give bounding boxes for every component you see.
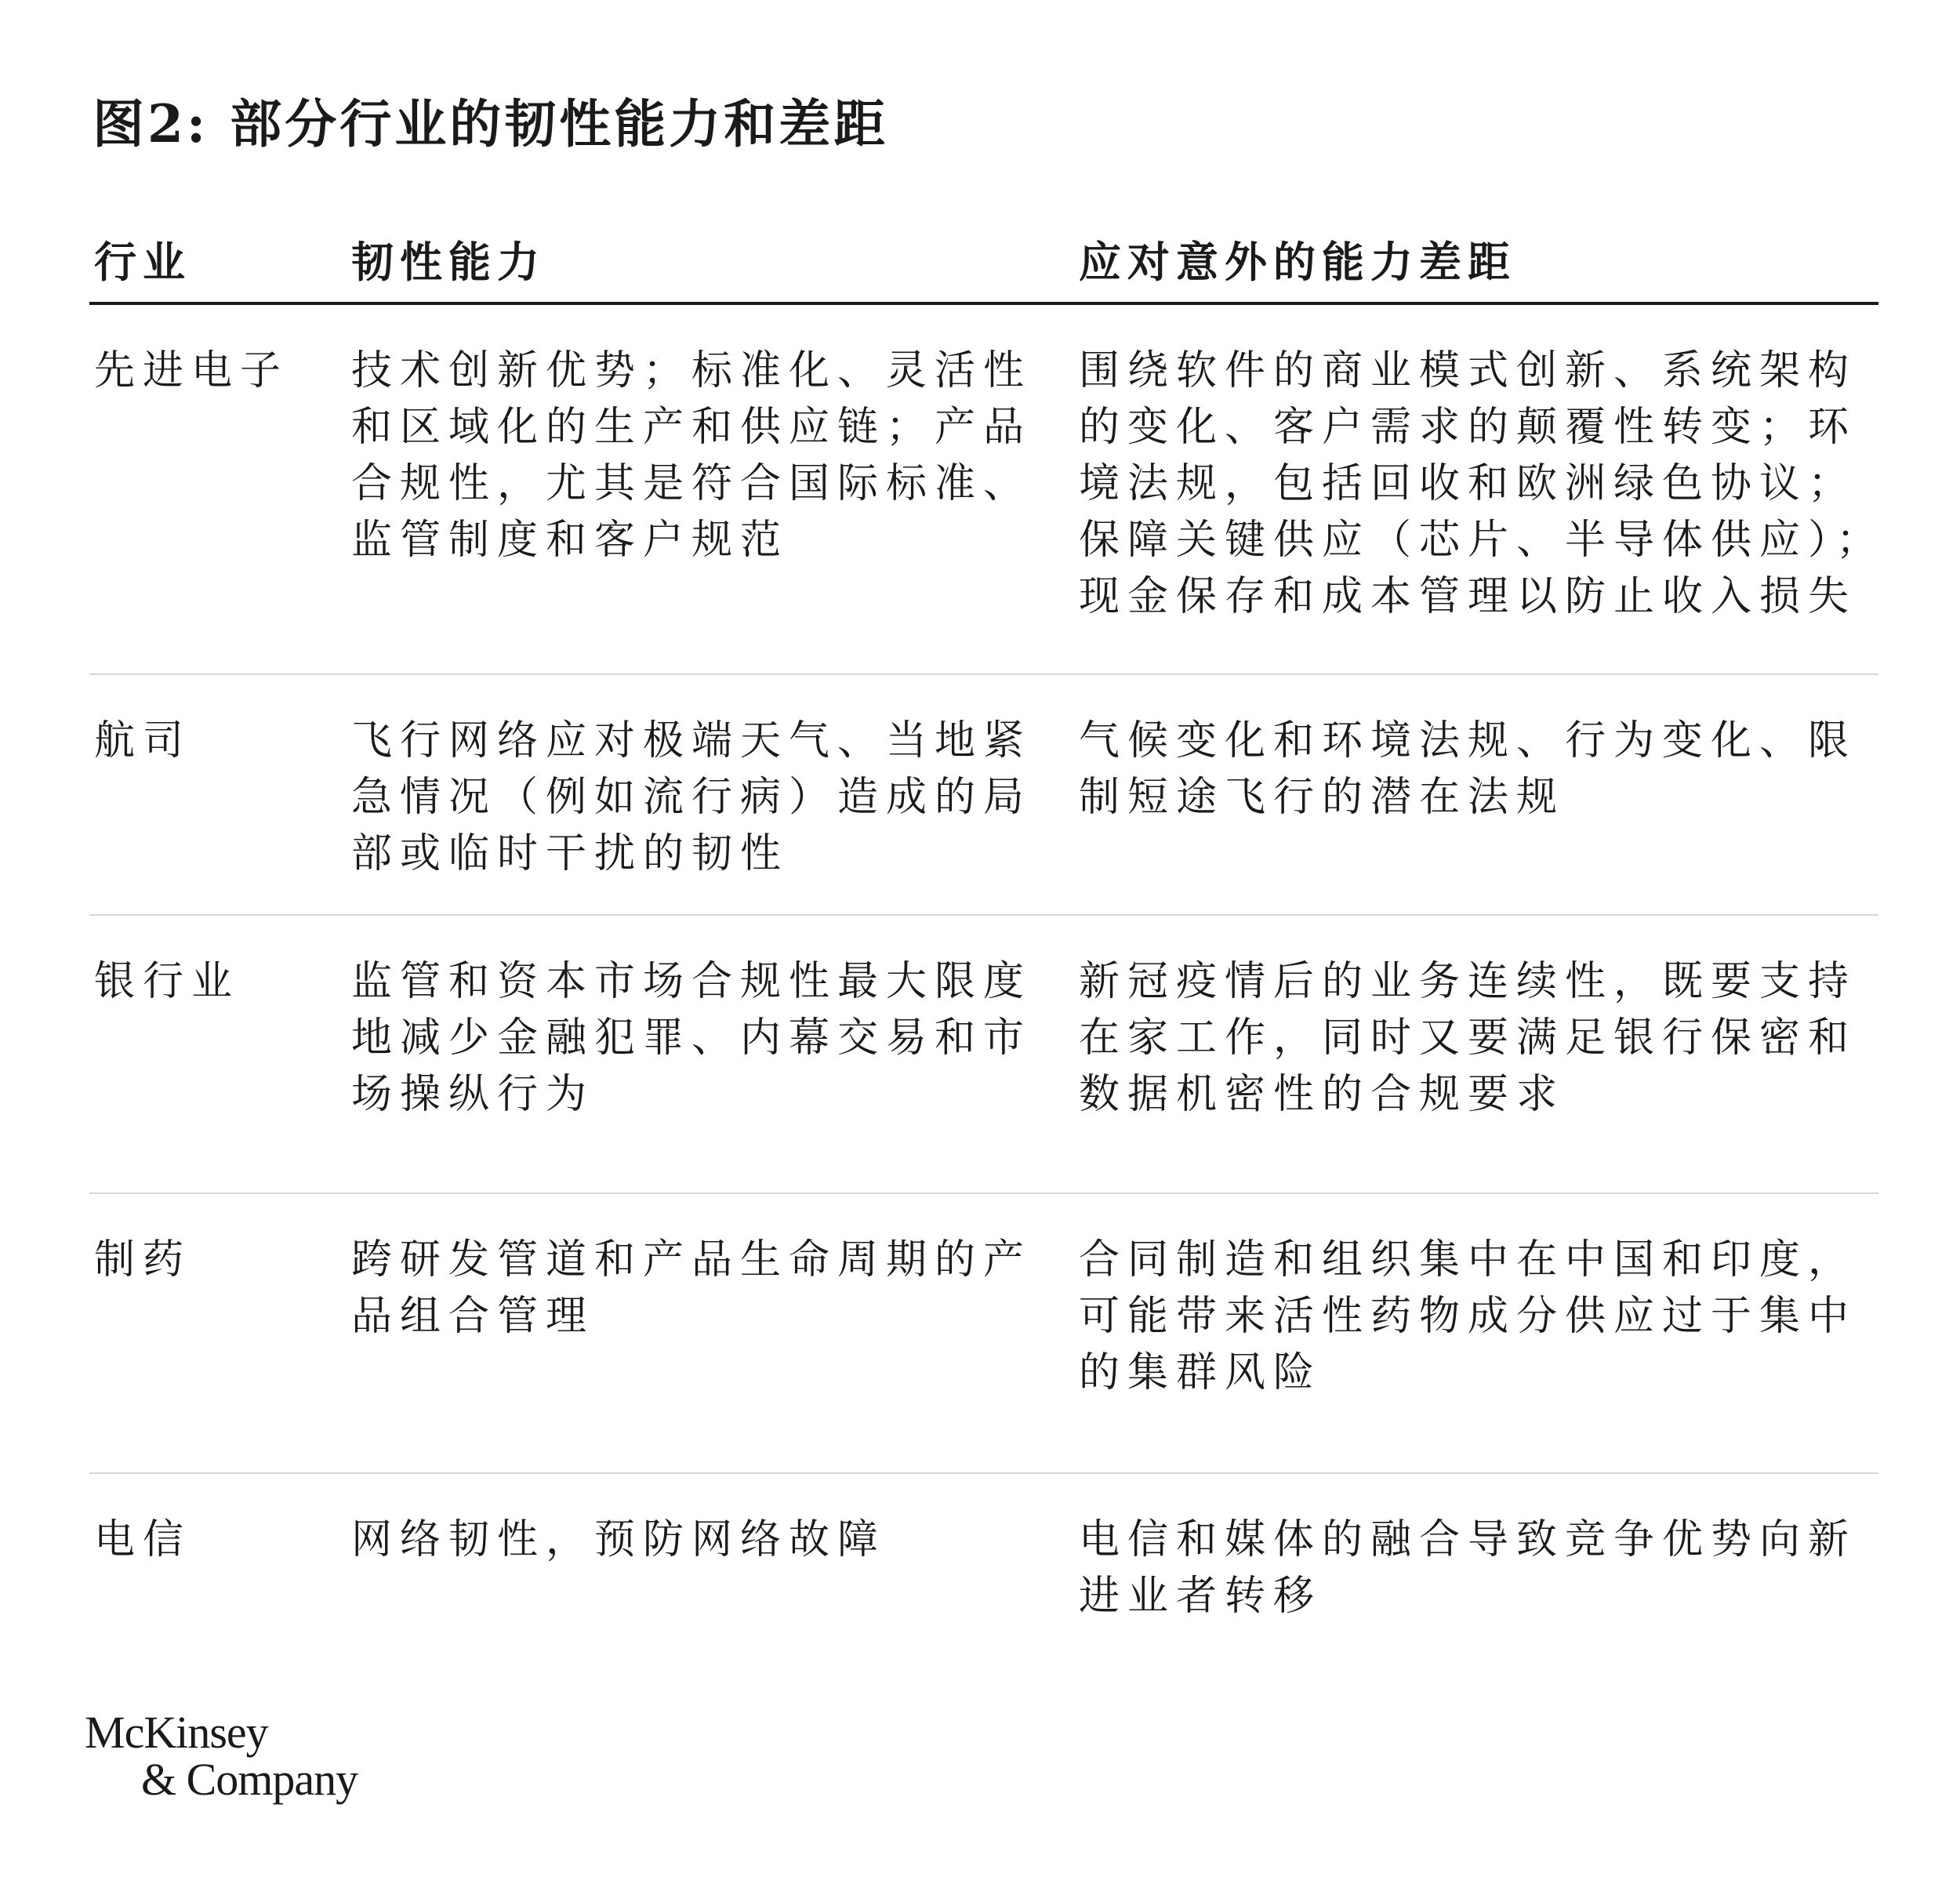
capability-cell: 监管和资本市场合规性最大限度地减少金融犯罪、内幕交易和市场操纵行为 <box>351 958 1033 1118</box>
industry-cell: 航司 <box>94 717 192 764</box>
header-gap: 应对意外的能力差距 <box>1079 237 1516 287</box>
table-header <box>89 227 1878 305</box>
table-row <box>89 675 1878 916</box>
gap-cell: 气候变化和环境法规、行为变化、限制短途飞行的潜在法规 <box>1079 717 1857 821</box>
logo-line-2: & Company <box>141 1754 358 1805</box>
gap-cell: 围绕软件的商业模式创新、系统架构的变化、客户需求的颠覆性转变；环境法规，包括回收和欧洲绿色协议；保障关键供应（芯片、半导体供应）；现金保存和成本管理以防止收入损失 <box>1079 347 1886 620</box>
table-row <box>89 305 1886 675</box>
logo-line-1: McKinsey <box>85 1707 268 1758</box>
industry-cell: 银行业 <box>94 958 241 1005</box>
header-capability: 韧性能力 <box>351 237 546 287</box>
industry-cell: 电信 <box>94 1516 192 1563</box>
table-row <box>89 1474 1878 1662</box>
industry-cell: 制药 <box>94 1236 192 1283</box>
capability-cell: 飞行网络应对极端天气、当地紧急情况（例如流行病）造成的局部或临时干扰的韧性 <box>351 717 1033 877</box>
mckinsey-logo <box>85 1709 358 1803</box>
capability-cell: 跨研发管道和产品生命周期的产品组合管理 <box>351 1236 1033 1340</box>
table-row <box>89 916 1878 1194</box>
gap-cell: 新冠疫情后的业务连续性，既要支持在家工作，同时又要满足银行保密和数据机密性的合规要求 <box>1079 958 1857 1118</box>
gap-cell: 合同制造和组织集中在中国和印度，可能带来活性药物成分供应过于集中的集群风险 <box>1079 1236 1857 1396</box>
figure-title: 图2: 部分行业的韧性能力和差距 <box>93 93 889 154</box>
capability-cell: 网络韧性，预防网络故障 <box>351 1516 887 1563</box>
header-industry: 行业 <box>94 237 191 287</box>
capability-cell: 技术创新优势；标准化、灵活性和区域化的生产和供应链；产品合规性，尤其是符合国际标准、监管制度和客户规范 <box>351 347 1033 564</box>
table-row <box>89 1194 1878 1474</box>
gap-cell: 电信和媒体的融合导致竞争优势向新进业者转移 <box>1079 1516 1857 1620</box>
industry-cell: 先进电子 <box>94 347 289 394</box>
resilience-table <box>89 227 1886 1662</box>
